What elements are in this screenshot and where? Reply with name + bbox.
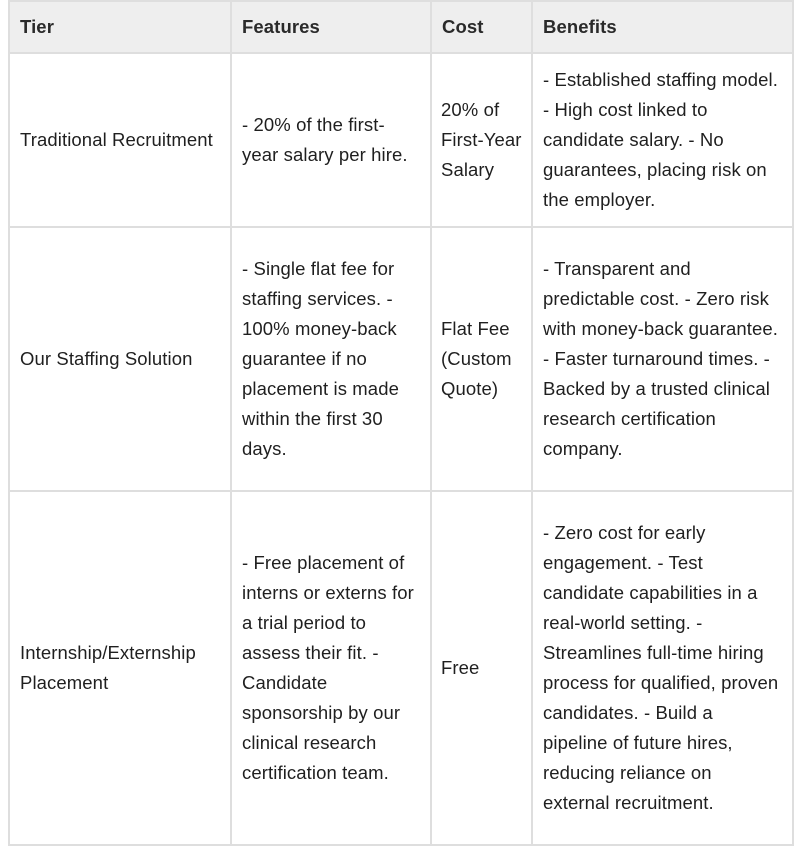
tier-cell: Internship/Externship Placement: [9, 491, 231, 845]
pricing-tiers-table: [8, 0, 794, 846]
table-header: [9, 1, 793, 53]
table-row: [9, 227, 793, 491]
cost-cell: 20% of First-Year Salary: [431, 53, 532, 227]
cost-cell: Flat Fee (Custom Quote): [431, 227, 532, 491]
table-row: [9, 53, 793, 227]
header-benefits: Benefits: [532, 1, 793, 53]
table-body: [9, 53, 793, 845]
table-row: [9, 491, 793, 845]
features-cell: - Free placement of interns or externs for a trial period to assess their fit. - Candidate sponsorship by our clinical research certification team.: [231, 491, 431, 845]
header-row: [9, 1, 793, 53]
header-cost: Cost: [431, 1, 532, 53]
pricing-tiers-table-container: [8, 0, 792, 846]
header-tier: Tier: [9, 1, 231, 53]
tier-cell: Our Staffing Solution: [9, 227, 231, 491]
benefits-cell: - Zero cost for early engagement. - Test candidate capabilities in a real-world setting. - Streamlines full-time hiring process for qualified, proven candidates. - Build a pipeline of future hires, reducing reliance on external recruitment.: [532, 491, 793, 845]
features-cell: - Single flat fee for staffing services. - 100% money-back guarantee if no placement is made within the first 30 days.: [231, 227, 431, 491]
cost-cell: Free: [431, 491, 532, 845]
header-features: Features: [231, 1, 431, 53]
tier-cell: Traditional Recruitment: [9, 53, 231, 227]
benefits-cell: - Transparent and predictable cost. - Zero risk with money-back guarantee. - Faster turnaround times. - Backed by a trusted clinical research certification company.: [532, 227, 793, 491]
benefits-cell: - Established staffing model. - High cost linked to candidate salary. - No guarantees, placing risk on the employer.: [532, 53, 793, 227]
features-cell: - 20% of the first-year salary per hire.: [231, 53, 431, 227]
